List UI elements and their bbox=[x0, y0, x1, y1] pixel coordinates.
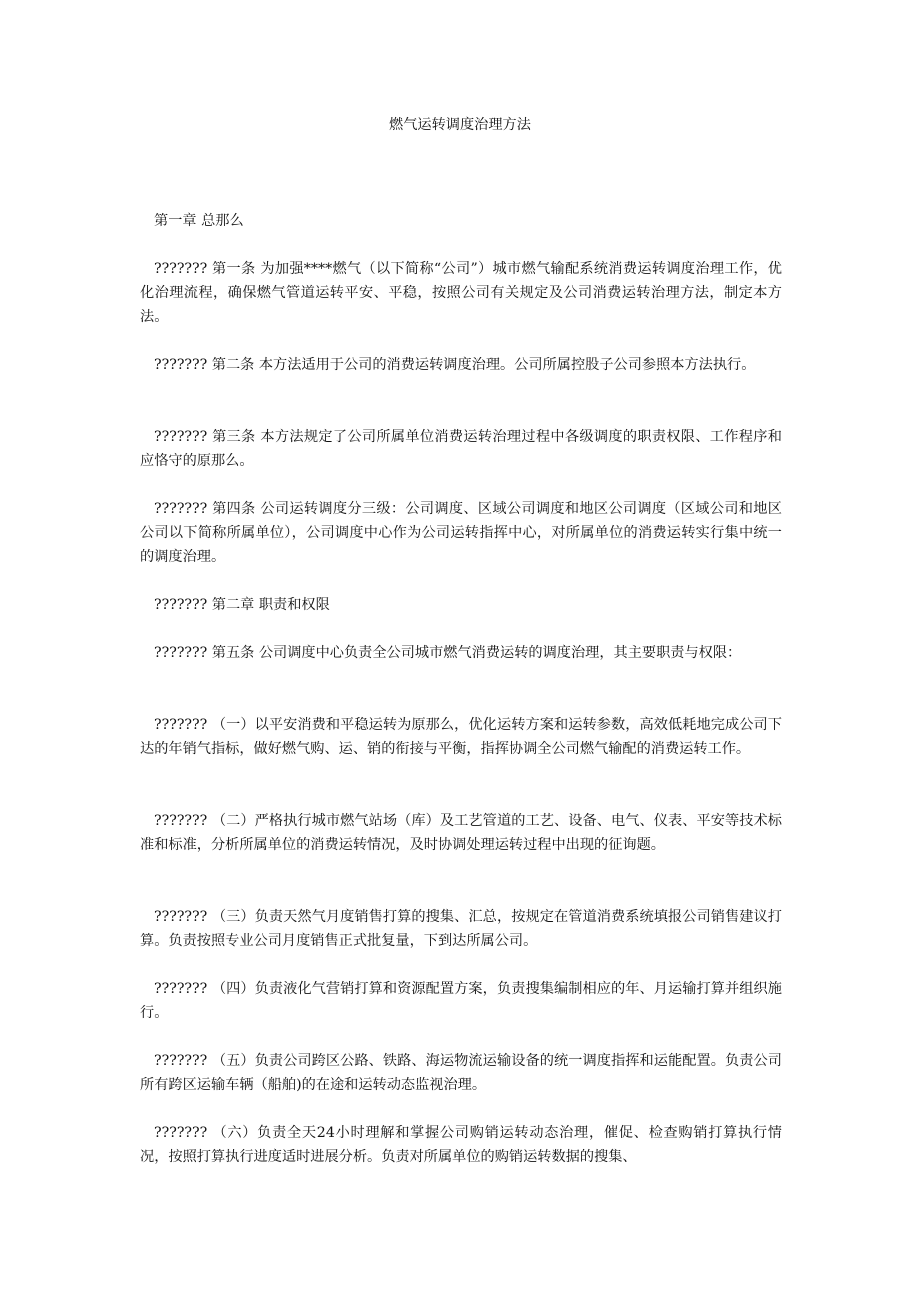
item-1-paragraph: ??????? （一）以平安消费和平稳运转为原那么，优化运转方案和运转参数，高效低耗地完成公司下达的年销气指标，做好燃气购、运、销的衔接与平衡，指挥协调全公司燃气输配的消费运转工作。 bbox=[140, 717, 782, 757]
item-3-paragraph: ??????? （三）负责天然气月度销售打算的搜集、汇总，按规定在管道消费系统填报公司销售建议打算。负责按照专业公司月度销售正式批复量，下到达所属公司。 bbox=[140, 909, 782, 949]
article-2-paragraph: ??????? 第二条 本方法适用于公司的消费运转调度治理。公司所属控股子公司参照本方法执行。 bbox=[154, 357, 756, 373]
chapter-1-heading: 第一章 总那么 bbox=[154, 213, 244, 229]
document-title: 燃气运转调度治理方法 bbox=[389, 117, 531, 133]
item-2-paragraph: ??????? （二）严格执行城市燃气站场（库）及工艺管道的工艺、设备、电气、仪表、平安等技术标准和标准，分析所属单位的消费运转情况，及时协调处理运转过程中出现的征询题。 bbox=[140, 813, 782, 853]
article-1-paragraph: ??????? 第一条 为加强****燃气（以下简称“公司”）城市燃气输配系统消费运转调度治理工作，优化治理流程，确保燃气管道运转平安、平稳，按照公司有关规定及公司消费运转治理方法，制定本方法。 bbox=[140, 261, 782, 325]
chapter-2-heading: ??????? 第二章 职责和权限 bbox=[154, 597, 330, 613]
article-4-paragraph: ??????? 第四条 公司运转调度分三级：公司调度、区域公司调度和地区公司调度（区域公司和地区公司以下简称所属单位），公司调度中心作为公司运转指挥中心，对所属单位的消费运转实行集中统一的调度治理。 bbox=[140, 501, 782, 565]
item-5-paragraph: ??????? （五）负责公司跨区公路、铁路、海运物流运输设备的统一调度指挥和运能配置。负责公司所有跨区运输车辆（船舶)的在途和运转动态监视治理。 bbox=[140, 1053, 782, 1093]
item-4-paragraph: ??????? （四）负责液化气营销打算和资源配置方案，负责搜集编制相应的年、月运输打算并组织施行。 bbox=[140, 981, 782, 1021]
article-5-paragraph: ??????? 第五条 公司调度中心负责全公司城市燃气消费运转的调度治理，其主要职责与权限： bbox=[154, 645, 742, 661]
article-3-paragraph: ??????? 第三条 本方法规定了公司所属单位消费运转治理过程中各级调度的职责权限、工作程序和应恪守的原那么。 bbox=[140, 429, 782, 469]
item-6-paragraph: ??????? （六）负责全天24小时理解和掌握公司购销运转动态治理，催促、检查购销打算执行情况，按照打算执行进度适时进展分析。负责对所属单位的购销运转数据的搜集、 bbox=[140, 1125, 782, 1165]
